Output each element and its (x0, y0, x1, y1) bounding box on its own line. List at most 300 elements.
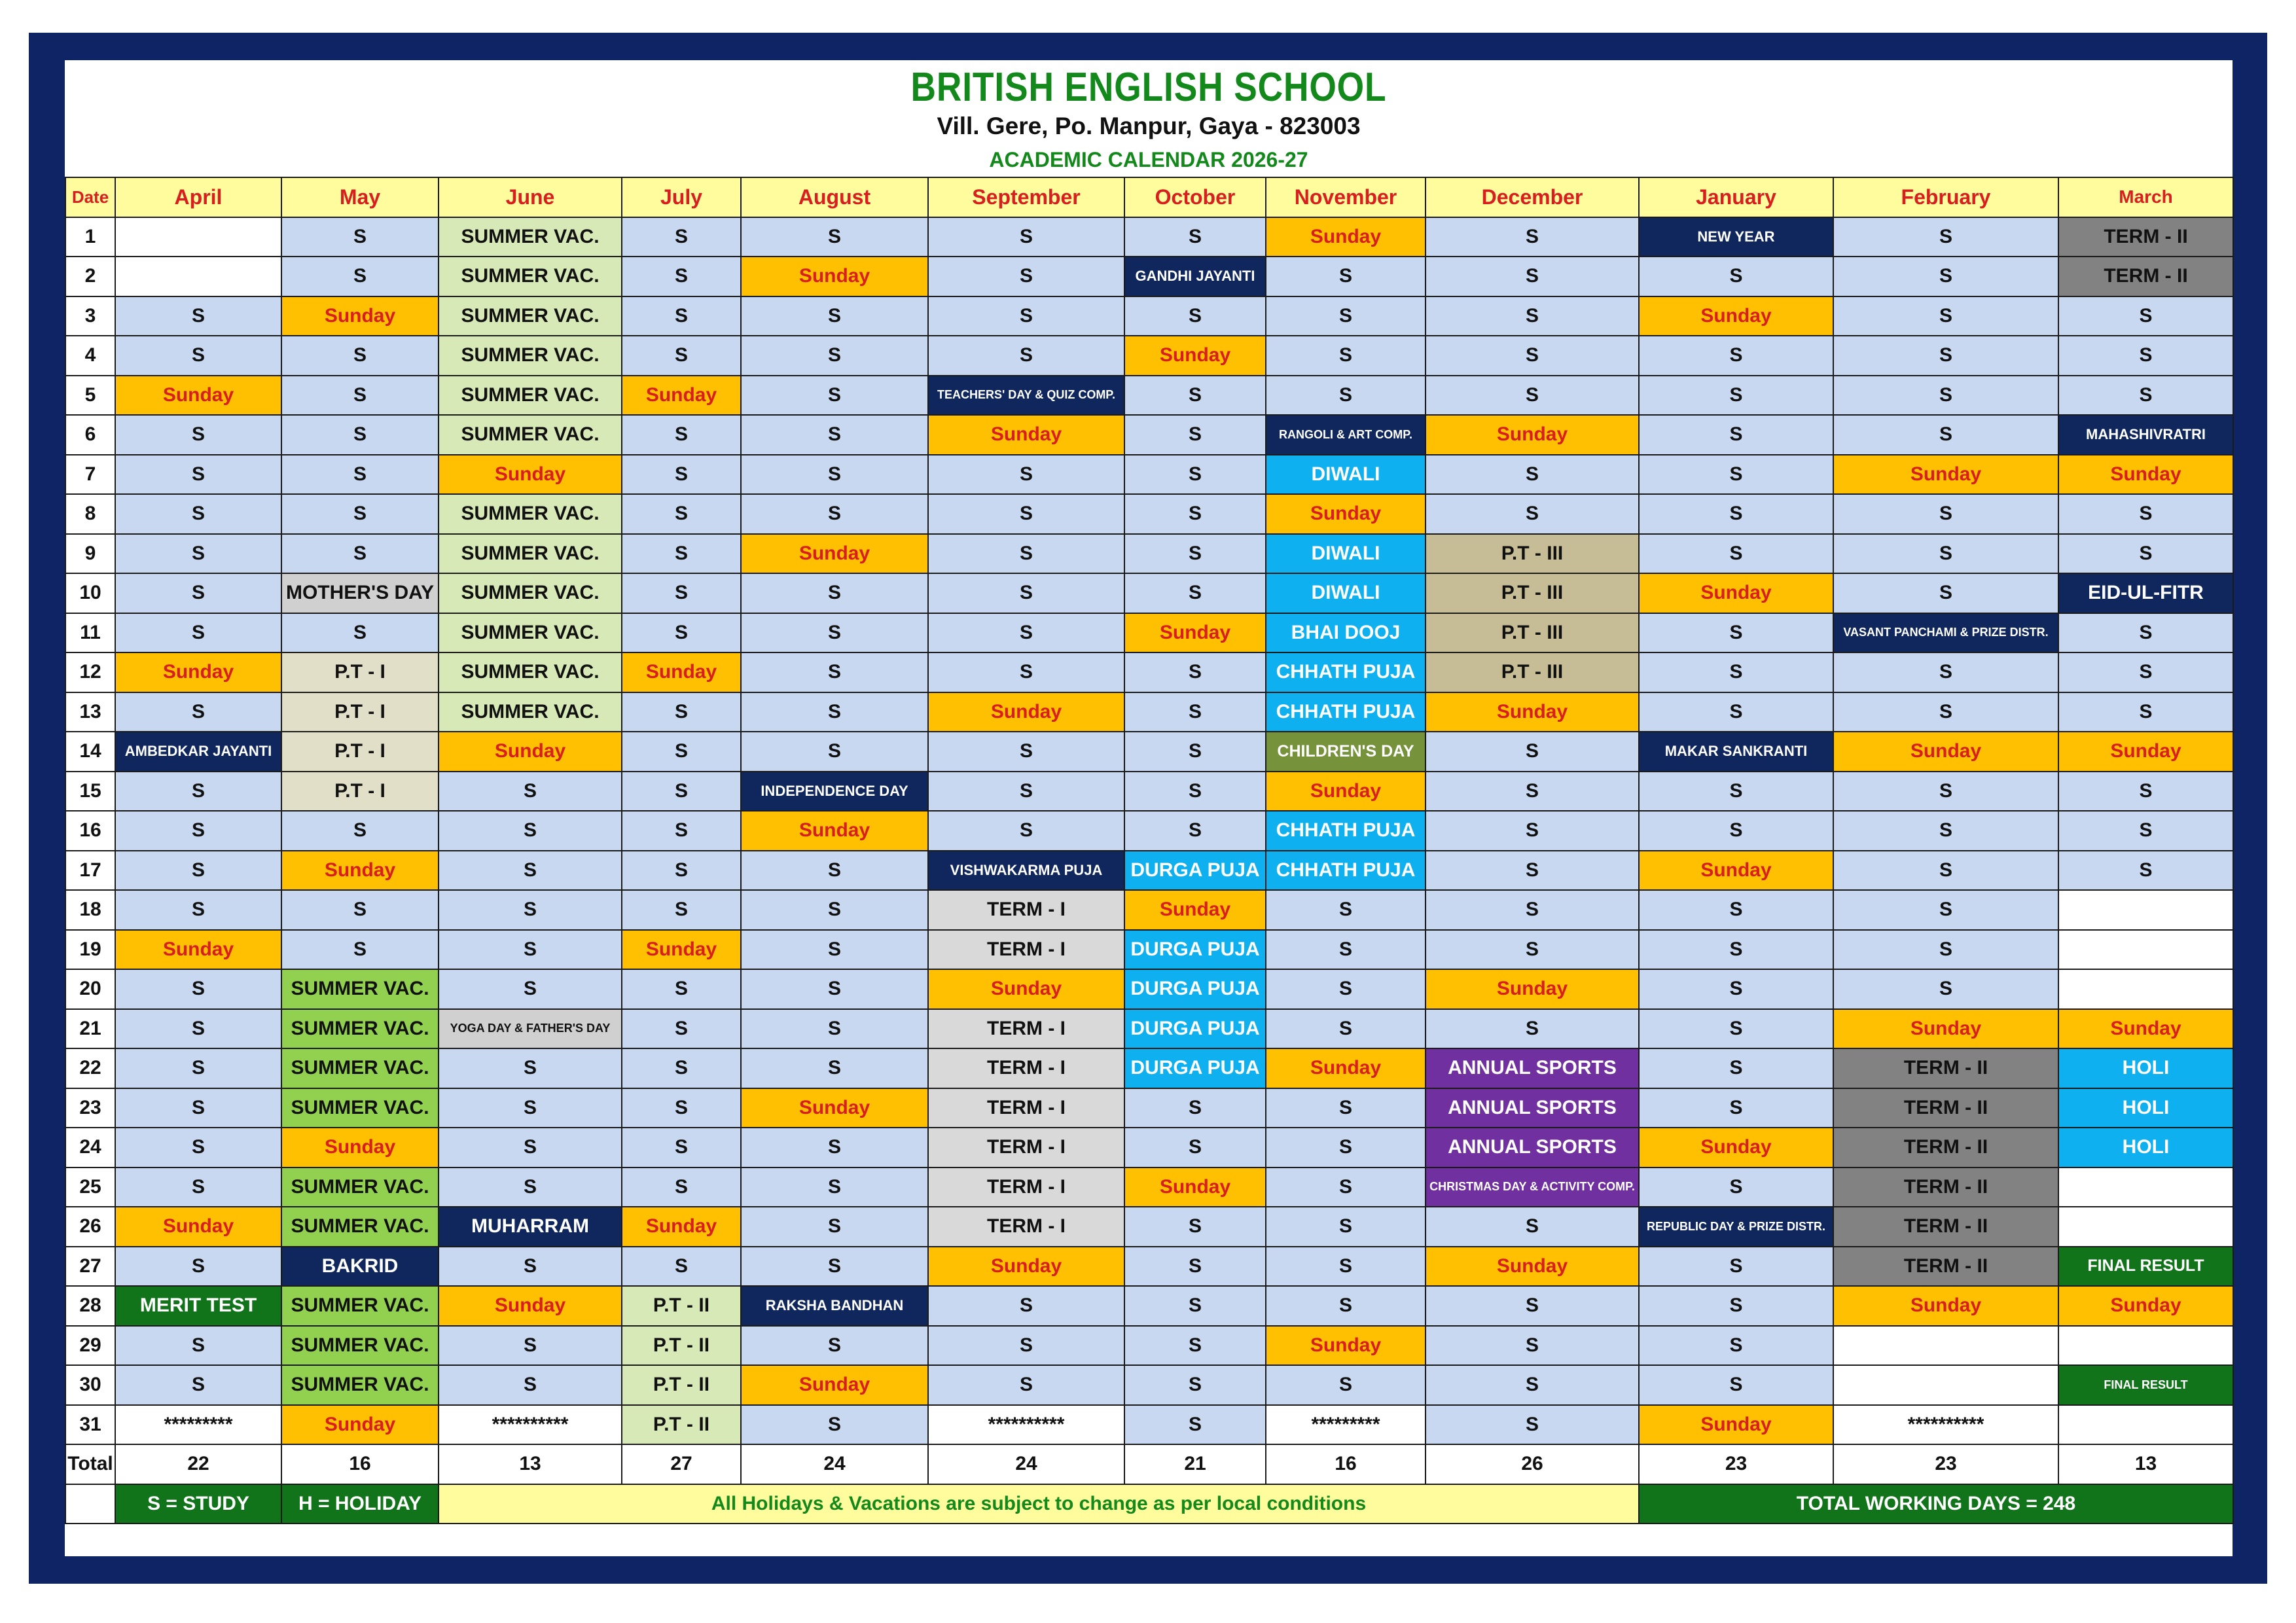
day-cell: S (1426, 1207, 1639, 1247)
day-cell: EID-UL-FITR (2058, 573, 2233, 613)
month-header: April (115, 177, 281, 217)
day-cell: S (741, 376, 928, 416)
day-cell (2058, 890, 2233, 930)
day-cell: S (1266, 1365, 1426, 1405)
day-cell: Sunday (622, 652, 741, 692)
day-cell: GANDHI JAYANTI (1124, 257, 1266, 296)
date-cell: 2 (65, 257, 115, 296)
day-cell: P.T - III (1426, 652, 1639, 692)
day-cell: FINAL RESULT (2058, 1365, 2233, 1405)
day-cell: INDEPENDENCE DAY (741, 772, 928, 812)
calendar-row (65, 1207, 2233, 1247)
date-cell: 24 (65, 1128, 115, 1168)
date-cell: 3 (65, 296, 115, 336)
month-header: October (1124, 177, 1266, 217)
day-cell: S (2058, 376, 2233, 416)
day-cell: P.T - I (281, 732, 439, 772)
day-cell: S (741, 851, 928, 891)
day-cell: S (741, 494, 928, 534)
day-cell: S (115, 1247, 281, 1287)
day-cell: P.T - II (622, 1405, 741, 1445)
day-cell: SUMMER VAC. (439, 573, 622, 613)
calendar-row (65, 217, 2233, 257)
day-cell: MERIT TEST (115, 1286, 281, 1326)
day-cell: S (1639, 1048, 1833, 1088)
day-cell: Sunday (928, 969, 1124, 1009)
calendar-body (65, 217, 2233, 1445)
day-cell: S (1639, 1365, 1833, 1405)
day-cell: S (1833, 652, 2058, 692)
day-cell: SUMMER VAC. (439, 692, 622, 732)
day-cell: S (439, 772, 622, 812)
date-cell: 9 (65, 534, 115, 574)
day-cell: Sunday (928, 415, 1124, 455)
day-cell: Sunday (741, 257, 928, 296)
day-cell: S (281, 811, 439, 851)
day-cell: TERM - I (928, 1128, 1124, 1168)
day-cell: S (2058, 534, 2233, 574)
day-cell: Sunday (115, 652, 281, 692)
day-cell (2058, 1207, 2233, 1247)
month-header: July (622, 177, 741, 217)
day-cell: S (1426, 1286, 1639, 1326)
month-header: May (281, 177, 439, 217)
day-cell: S (1426, 890, 1639, 930)
school-name: BRITISH ENGLISH SCHOOL (910, 65, 1387, 110)
day-cell: SUMMER VAC. (439, 613, 622, 653)
day-cell: S (1426, 1365, 1639, 1405)
day-cell: S (1266, 296, 1426, 336)
day-cell: S (1833, 930, 2058, 970)
day-cell: S (1426, 336, 1639, 376)
day-cell: S (928, 1286, 1124, 1326)
month-header: February (1833, 177, 2058, 217)
month-total: 27 (622, 1444, 741, 1484)
day-cell: S (1426, 851, 1639, 891)
date-cell: 7 (65, 455, 115, 495)
day-cell: S (1833, 851, 2058, 891)
day-cell: Sunday (281, 1405, 439, 1445)
date-cell: 20 (65, 969, 115, 1009)
date-cell: 28 (65, 1286, 115, 1326)
day-cell: DURGA PUJA (1124, 851, 1266, 891)
day-cell: S (741, 1128, 928, 1168)
day-cell: BHAI DOOJ (1266, 613, 1426, 653)
day-cell: S (1639, 1009, 1833, 1049)
date-column-header: Date (65, 177, 115, 217)
day-cell: Sunday (1639, 1128, 1833, 1168)
day-cell: S (1426, 376, 1639, 416)
month-total: 16 (1266, 1444, 1426, 1484)
day-cell: S (1639, 1286, 1833, 1326)
day-cell: TERM - II (1833, 1247, 2058, 1287)
day-cell: S (741, 1405, 928, 1445)
day-cell: SUMMER VAC. (281, 1088, 439, 1128)
day-cell: SUMMER VAC. (281, 1168, 439, 1207)
day-cell: S (1639, 1326, 1833, 1366)
date-cell: 23 (65, 1088, 115, 1128)
day-cell: S (1426, 811, 1639, 851)
day-cell: S (928, 217, 1124, 257)
day-cell: Sunday (1833, 1009, 2058, 1049)
date-cell: 17 (65, 851, 115, 891)
day-cell: Sunday (741, 534, 928, 574)
calendar-row (65, 1365, 2233, 1405)
day-cell: S (1426, 296, 1639, 336)
month-total: 16 (281, 1444, 439, 1484)
calendar-row (65, 732, 2233, 772)
day-cell: RANGOLI & ART COMP. (1266, 415, 1426, 455)
day-cell: Sunday (1639, 573, 1833, 613)
day-cell: Sunday (1124, 890, 1266, 930)
calendar-row (65, 1286, 2233, 1326)
day-cell: S (1833, 296, 2058, 336)
day-cell: S (622, 1247, 741, 1287)
day-cell: DURGA PUJA (1124, 930, 1266, 970)
date-cell: 5 (65, 376, 115, 416)
day-cell: P.T - III (1426, 573, 1639, 613)
day-cell: Sunday (741, 811, 928, 851)
day-cell: SUMMER VAC. (439, 494, 622, 534)
day-cell: CHHATH PUJA (1266, 811, 1426, 851)
day-cell: S (1124, 1128, 1266, 1168)
day-cell: S (1124, 415, 1266, 455)
day-cell: AMBEDKAR JAYANTI (115, 732, 281, 772)
day-cell: HOLI (2058, 1128, 2233, 1168)
day-cell: S (1124, 732, 1266, 772)
day-cell: TERM - II (1833, 1088, 2058, 1128)
day-cell: S (1426, 1405, 1639, 1445)
calendar-row (65, 257, 2233, 296)
date-cell: 13 (65, 692, 115, 732)
day-cell: S (1426, 732, 1639, 772)
day-cell: S (741, 573, 928, 613)
calendar-row (65, 336, 2233, 376)
day-cell: Sunday (281, 1128, 439, 1168)
day-cell: Sunday (1639, 851, 1833, 891)
day-cell: S (115, 534, 281, 574)
day-cell: S (439, 1326, 622, 1366)
calendar-row (65, 573, 2233, 613)
day-cell: S (928, 1365, 1124, 1405)
day-cell: S (1124, 455, 1266, 495)
day-cell: S (439, 969, 622, 1009)
date-cell: 18 (65, 890, 115, 930)
day-cell (2058, 1168, 2233, 1207)
day-cell: DIWALI (1266, 455, 1426, 495)
calendar-row (65, 534, 2233, 574)
date-cell: 6 (65, 415, 115, 455)
day-cell: VISHWAKARMA PUJA (928, 851, 1124, 891)
month-total: 21 (1124, 1444, 1266, 1484)
day-cell: S (1124, 692, 1266, 732)
day-cell: RAKSHA BANDHAN (741, 1286, 928, 1326)
day-cell: S (1833, 415, 2058, 455)
day-cell: S (622, 1009, 741, 1049)
day-cell: S (1833, 217, 2058, 257)
month-header: September (928, 177, 1124, 217)
day-cell: S (1124, 573, 1266, 613)
day-cell: S (741, 217, 928, 257)
day-cell: S (1833, 257, 2058, 296)
date-cell: 29 (65, 1326, 115, 1366)
day-cell: S (115, 1128, 281, 1168)
day-cell: P.T - II (622, 1326, 741, 1366)
day-cell: S (1639, 376, 1833, 416)
day-cell: Sunday (1266, 494, 1426, 534)
day-cell: S (1639, 652, 1833, 692)
day-cell: Sunday (928, 692, 1124, 732)
day-cell: S (1266, 1088, 1426, 1128)
calendar-row (65, 1009, 2233, 1049)
day-cell: HOLI (2058, 1048, 2233, 1088)
day-cell: S (741, 969, 928, 1009)
day-cell: S (439, 1048, 622, 1088)
day-cell: S (1426, 257, 1639, 296)
day-cell: S (115, 969, 281, 1009)
day-cell: Sunday (1833, 1286, 2058, 1326)
day-cell: Sunday (1266, 1048, 1426, 1088)
day-cell: SUMMER VAC. (439, 257, 622, 296)
calendar-sheet (65, 60, 2233, 1556)
date-cell: 26 (65, 1207, 115, 1247)
month-total: 23 (1833, 1444, 2058, 1484)
day-cell: CHHATH PUJA (1266, 692, 1426, 732)
month-total: 24 (741, 1444, 928, 1484)
day-cell: ANNUAL SPORTS (1426, 1088, 1639, 1128)
day-cell: S (281, 376, 439, 416)
day-cell: S (622, 1048, 741, 1088)
day-cell: S (1639, 1247, 1833, 1287)
day-cell: BAKRID (281, 1247, 439, 1287)
date-cell: 30 (65, 1365, 115, 1405)
day-cell: S (928, 772, 1124, 812)
day-cell (115, 257, 281, 296)
day-cell: S (1124, 772, 1266, 812)
calendar-row (65, 1168, 2233, 1207)
day-cell: P.T - I (281, 692, 439, 732)
school-address: Vill. Gere, Po. Manpur, Gaya - 823003 (937, 113, 1361, 139)
day-cell: S (1124, 1365, 1266, 1405)
day-cell: Sunday (439, 1286, 622, 1326)
day-cell: S (1266, 257, 1426, 296)
day-cell: S (439, 1088, 622, 1128)
day-cell: S (741, 652, 928, 692)
day-cell: S (928, 652, 1124, 692)
total-working-days: TOTAL WORKING DAYS = 248 (1639, 1484, 2233, 1524)
day-cell: FINAL RESULT (2058, 1247, 2233, 1287)
day-cell: S (115, 1365, 281, 1405)
day-cell: SUMMER VAC. (281, 969, 439, 1009)
day-cell: S (1639, 613, 1833, 653)
day-cell: S (1833, 890, 2058, 930)
date-cell: 4 (65, 336, 115, 376)
day-cell: S (115, 1088, 281, 1128)
day-cell: SUMMER VAC. (439, 534, 622, 574)
day-cell: S (1639, 455, 1833, 495)
day-cell: ********** (439, 1405, 622, 1445)
day-cell: S (115, 573, 281, 613)
legend-row (65, 1484, 2233, 1524)
calendar-row (65, 1405, 2233, 1445)
day-cell: S (622, 257, 741, 296)
day-cell: P.T - II (622, 1365, 741, 1405)
day-cell: SUMMER VAC. (439, 336, 622, 376)
day-cell: Sunday (439, 732, 622, 772)
day-cell: S (281, 613, 439, 653)
day-cell: S (1124, 1088, 1266, 1128)
day-cell: S (622, 455, 741, 495)
day-cell: S (928, 455, 1124, 495)
day-cell: S (281, 217, 439, 257)
day-cell: S (1266, 969, 1426, 1009)
day-cell: ********** (928, 1405, 1124, 1445)
day-cell: TERM - I (928, 1168, 1124, 1207)
day-cell: S (281, 534, 439, 574)
day-cell: S (1124, 534, 1266, 574)
day-cell: S (1639, 890, 1833, 930)
month-header: March (2058, 177, 2233, 217)
day-cell: MUHARRAM (439, 1207, 622, 1247)
day-cell: S (2058, 296, 2233, 336)
day-cell: TERM - II (1833, 1207, 2058, 1247)
month-total: 23 (1639, 1444, 1833, 1484)
month-header: November (1266, 177, 1426, 217)
day-cell: S (2058, 772, 2233, 812)
day-cell: S (281, 336, 439, 376)
day-cell: Sunday (1266, 217, 1426, 257)
day-cell: Sunday (115, 930, 281, 970)
day-cell: S (115, 1009, 281, 1049)
calendar-row (65, 1048, 2233, 1088)
day-cell: S (2058, 811, 2233, 851)
day-cell: S (741, 890, 928, 930)
day-cell: S (622, 336, 741, 376)
day-cell: S (1266, 1247, 1426, 1287)
day-cell: S (622, 1088, 741, 1128)
calendar-row (65, 376, 2233, 416)
day-cell: P.T - II (622, 1286, 741, 1326)
day-cell: Sunday (2058, 455, 2233, 495)
day-cell: SUMMER VAC. (439, 376, 622, 416)
day-cell: S (928, 573, 1124, 613)
day-cell: Sunday (1266, 1326, 1426, 1366)
day-cell: S (1266, 1168, 1426, 1207)
day-cell: S (281, 257, 439, 296)
day-cell: S (622, 494, 741, 534)
day-cell: S (1426, 1009, 1639, 1049)
day-cell: S (1639, 534, 1833, 574)
day-cell (2058, 1326, 2233, 1366)
day-cell: S (622, 613, 741, 653)
day-cell: DIWALI (1266, 573, 1426, 613)
day-cell: S (1639, 1168, 1833, 1207)
day-cell: S (622, 890, 741, 930)
calendar-row (65, 652, 2233, 692)
day-cell: CHHATH PUJA (1266, 851, 1426, 891)
day-cell: S (1639, 772, 1833, 812)
calendar-row (65, 455, 2233, 495)
day-cell: S (1833, 494, 2058, 534)
day-cell: S (928, 1326, 1124, 1366)
day-cell: SUMMER VAC. (439, 415, 622, 455)
day-cell: S (622, 217, 741, 257)
month-header: January (1639, 177, 1833, 217)
day-cell: S (439, 1128, 622, 1168)
day-cell: S (741, 930, 928, 970)
day-cell: Sunday (115, 376, 281, 416)
day-cell: TERM - II (2058, 257, 2233, 296)
day-cell (2058, 930, 2233, 970)
day-cell: Sunday (1426, 415, 1639, 455)
day-cell: S (115, 494, 281, 534)
day-cell: Sunday (1124, 336, 1266, 376)
calendar-row (65, 692, 2233, 732)
date-cell: 19 (65, 930, 115, 970)
day-cell: S (928, 296, 1124, 336)
day-cell: DIWALI (1266, 534, 1426, 574)
day-cell: SUMMER VAC. (439, 296, 622, 336)
day-cell: S (928, 534, 1124, 574)
day-cell: TERM - II (1833, 1168, 2058, 1207)
month-total: 26 (1426, 1444, 1639, 1484)
month-header: December (1426, 177, 1639, 217)
day-cell: S (1639, 1088, 1833, 1128)
day-cell: S (2058, 851, 2233, 891)
day-cell: YOGA DAY & FATHER'S DAY (439, 1009, 622, 1049)
day-cell: Sunday (1833, 455, 2058, 495)
day-cell: S (1124, 1207, 1266, 1247)
legend-note: All Holidays & Vacations are subject to change as per local conditions (439, 1484, 1639, 1524)
totals-label: Total (65, 1444, 115, 1484)
day-cell: S (1266, 376, 1426, 416)
day-cell: SUMMER VAC. (281, 1365, 439, 1405)
calendar-row (65, 1326, 2233, 1366)
day-cell: S (115, 772, 281, 812)
day-cell: S (1266, 890, 1426, 930)
day-cell: S (1124, 1326, 1266, 1366)
day-cell: CHRISTMAS DAY & ACTIVITY COMP. (1426, 1168, 1639, 1207)
day-cell: S (1833, 376, 2058, 416)
day-cell: S (1639, 692, 1833, 732)
day-cell: SUMMER VAC. (439, 652, 622, 692)
day-cell: S (1124, 811, 1266, 851)
day-cell: DURGA PUJA (1124, 969, 1266, 1009)
day-cell: S (1426, 772, 1639, 812)
day-cell (2058, 969, 2233, 1009)
day-cell: S (741, 336, 928, 376)
day-cell: S (281, 455, 439, 495)
day-cell: S (741, 1048, 928, 1088)
day-cell: S (115, 851, 281, 891)
day-cell: S (281, 415, 439, 455)
day-cell: S (1833, 969, 2058, 1009)
day-cell: S (928, 613, 1124, 653)
day-cell: S (1426, 217, 1639, 257)
day-cell: S (1833, 692, 2058, 732)
day-cell: Sunday (2058, 732, 2233, 772)
day-cell: TERM - I (928, 1088, 1124, 1128)
day-cell: S (1124, 296, 1266, 336)
day-cell: Sunday (1426, 1247, 1639, 1287)
day-cell: P.T - III (1426, 613, 1639, 653)
day-cell: S (1833, 336, 2058, 376)
day-cell: TERM - I (928, 930, 1124, 970)
day-cell: Sunday (1639, 296, 1833, 336)
day-cell: S (1124, 652, 1266, 692)
day-cell: Sunday (2058, 1286, 2233, 1326)
day-cell: S (439, 851, 622, 891)
